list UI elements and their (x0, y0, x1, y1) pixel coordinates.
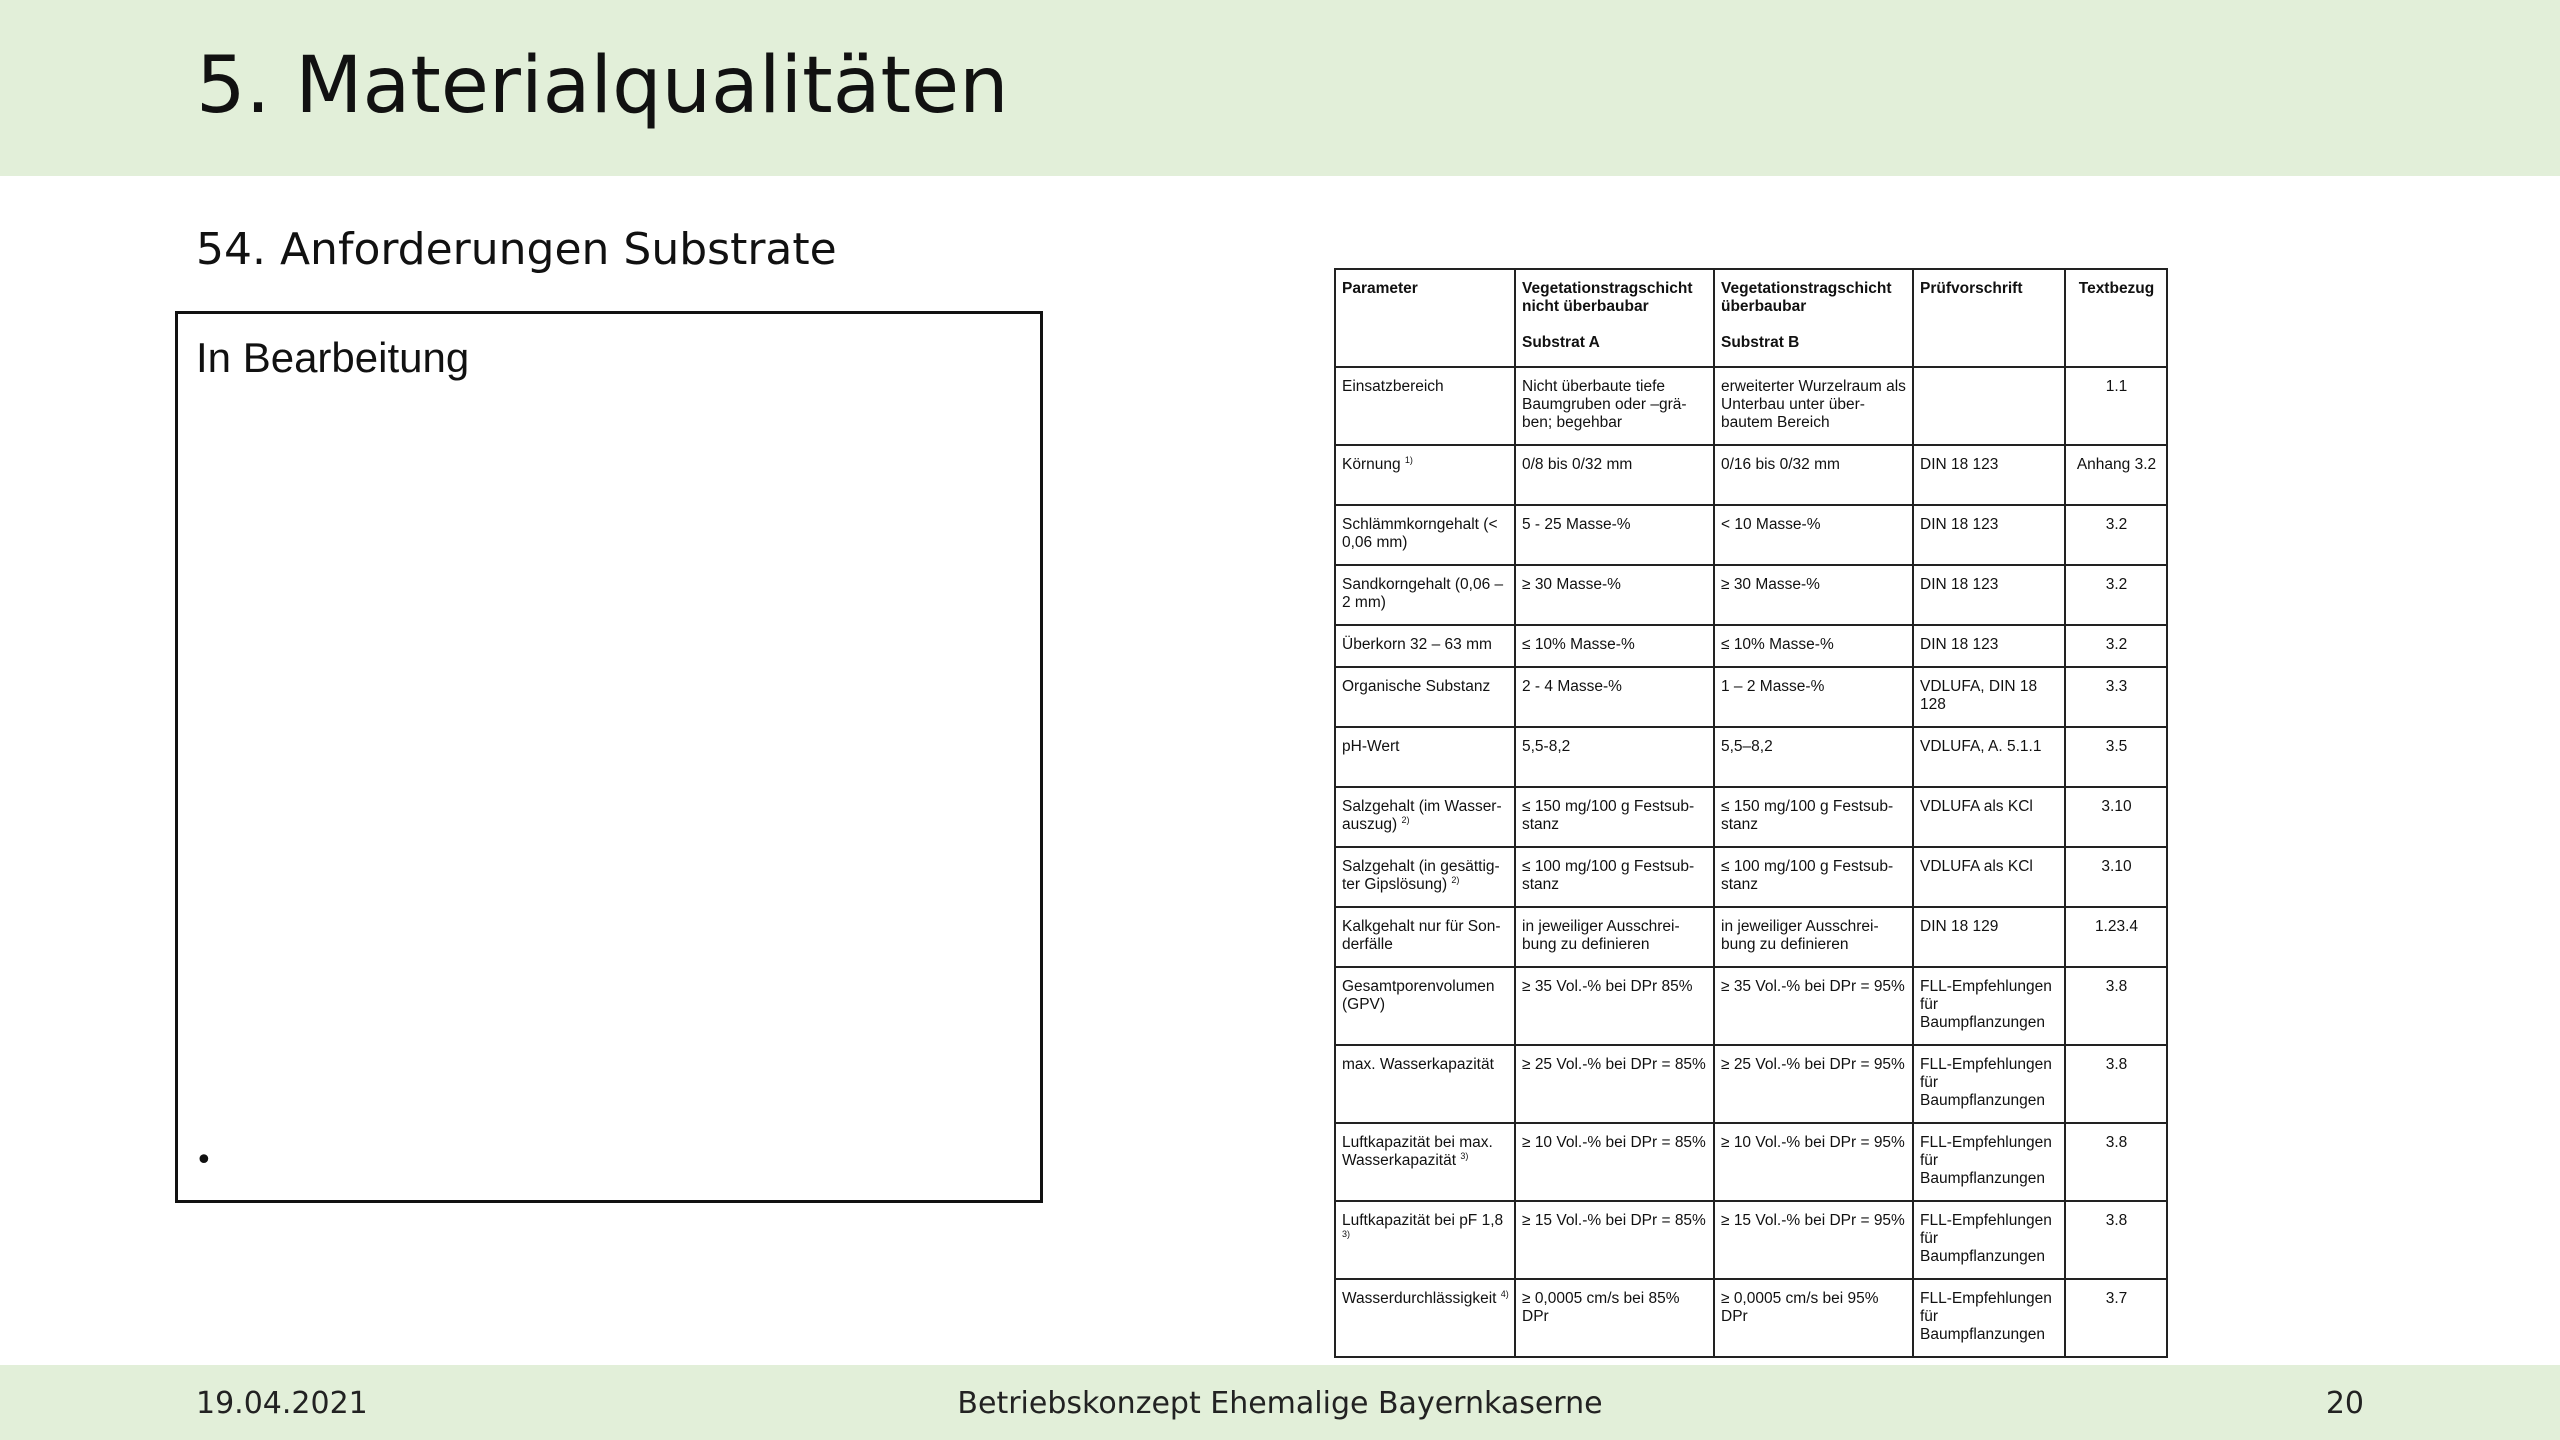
cell-parameter-text: Luftkapazität bei max. Wasserkapazität (1342, 1134, 1493, 1169)
cell-textbezug (2065, 727, 2167, 787)
cell-parameter (1335, 1201, 1515, 1279)
cell-substrate-a-text: 5,5-8,2 (1522, 738, 1571, 755)
header-a-line1: Vegetationstragschicht (1522, 280, 1693, 297)
cell-textbezug-text: 3.2 (2105, 576, 2128, 593)
cell-substrate-b (1714, 847, 1913, 907)
cell-substrate-a-text: in jeweiliger Ausschrei-bung zu definieren (1522, 918, 1680, 953)
cell-substrate-b-text: ≥ 10 Vol.-% bei DPr = 95% (1721, 1134, 1905, 1151)
cell-pruefvorschrift-text: DIN 18 123 (1920, 516, 1999, 533)
cell-pruefvorschrift (1913, 847, 2065, 907)
cell-substrate-a (1515, 907, 1714, 967)
cell-textbezug (2065, 445, 2167, 505)
cell-parameter-text: Organische Substanz (1342, 678, 1491, 695)
page-number: 20 (2325, 1386, 2364, 1421)
cell-parameter-text: Sandkorngehalt (0,06 – 2 mm) (1342, 576, 1504, 611)
cell-substrate-a (1515, 565, 1714, 625)
cell-substrate-a (1515, 967, 1714, 1045)
slide-subtitle: 54. Anforderungen Substrate (196, 224, 837, 275)
table-row (1335, 565, 2167, 625)
cell-pruefvorschrift (1913, 907, 2065, 967)
cell-textbezug (2065, 565, 2167, 625)
cell-substrate-b-text: in jeweiliger Ausschrei-bung zu definieren (1721, 918, 1879, 953)
cell-substrate-a-text: 2 - 4 Masse-% (1522, 678, 1622, 695)
cell-parameter (1335, 787, 1515, 847)
footnote-marker: 3) (1342, 1228, 1351, 1239)
cell-substrate-b (1714, 787, 1913, 847)
cell-substrate-b-text: ≥ 30 Masse-% (1721, 576, 1820, 593)
cell-textbezug (2065, 847, 2167, 907)
cell-textbezug-text: 3.8 (2105, 1134, 2128, 1151)
cell-substrate-a-text: ≥ 10 Vol.-% bei DPr = 85% (1522, 1134, 1706, 1151)
cell-substrate-b-text: < 10 Masse-% (1721, 516, 1821, 533)
cell-parameter-text: Salzgehalt (im Wasser-auszug) (1342, 798, 1502, 833)
cell-textbezug-text: Anhang 3.2 (2076, 456, 2157, 473)
cell-textbezug-text: 3.2 (2105, 516, 2128, 533)
cell-textbezug-text: 1.1 (2105, 378, 2128, 395)
cell-parameter (1335, 1045, 1515, 1123)
header-b-line1: Vegetationstragschicht (1721, 280, 1892, 297)
cell-substrate-a-text: ≥ 35 Vol.-% bei DPr 85% (1522, 978, 1693, 995)
cell-substrate-b (1714, 1201, 1913, 1279)
cell-parameter-text: Kalkgehalt nur für Son-derfälle (1342, 918, 1501, 953)
table-row (1335, 847, 2167, 907)
cell-textbezug (2065, 667, 2167, 727)
cell-substrate-a (1515, 787, 1714, 847)
cell-substrate-a-text: ≤ 150 mg/100 g Festsub-stanz (1522, 798, 1695, 833)
cell-substrate-a (1515, 1123, 1714, 1201)
cell-parameter (1335, 1279, 1515, 1357)
cell-substrate-b (1714, 445, 1913, 505)
cell-pruefvorschrift (1913, 967, 2065, 1045)
cell-substrate-a (1515, 367, 1714, 445)
cell-substrate-a-text: ≥ 30 Masse-% (1522, 576, 1621, 593)
cell-pruefvorschrift-text: DIN 18 123 (1920, 636, 1999, 653)
header-textbezug: Textbezug (2065, 269, 2167, 367)
cell-substrate-b-text: ≤ 150 mg/100 g Festsub-stanz (1721, 798, 1894, 833)
cell-substrate-b (1714, 625, 1913, 667)
table-row (1335, 787, 2167, 847)
cell-parameter-text: Wasserdurchlässigkeit (1342, 1290, 1497, 1307)
cell-substrate-a-text: ≤ 100 mg/100 g Festsub-stanz (1522, 858, 1695, 893)
cell-substrate-b (1714, 727, 1913, 787)
cell-textbezug-text: 1.23.4 (2094, 918, 2139, 935)
cell-substrate-a (1515, 1201, 1714, 1279)
cell-parameter (1335, 847, 1515, 907)
cell-pruefvorschrift-text: DIN 18 123 (1920, 576, 1999, 593)
table-row (1335, 505, 2167, 565)
cell-substrate-a-text: ≥ 15 Vol.-% bei DPr = 85% (1522, 1212, 1706, 1229)
cell-substrate-a-text: ≤ 10% Masse-% (1522, 636, 1635, 653)
cell-textbezug-text: 3.8 (2105, 1056, 2128, 1073)
footer-title: Betriebskonzept Ehemalige Bayernkaserne (957, 1386, 1603, 1421)
header-parameter: Parameter (1335, 269, 1515, 367)
cell-substrate-b-text: 5,5–8,2 (1721, 738, 1773, 755)
cell-substrate-a-text: Nicht überbaute tiefe Baumgruben oder –grä-ben; begehbar (1522, 378, 1687, 431)
cell-textbezug (2065, 907, 2167, 967)
bullet-point: • (195, 1143, 213, 1178)
cell-substrate-b-text: ≤ 10% Masse-% (1721, 636, 1834, 653)
header-substrate-b (1714, 269, 1913, 367)
cell-substrate-b-text: ≤ 100 mg/100 g Festsub-stanz (1721, 858, 1894, 893)
cell-pruefvorschrift-text: DIN 18 129 (1920, 918, 1999, 935)
cell-pruefvorschrift (1913, 727, 2065, 787)
cell-parameter (1335, 625, 1515, 667)
cell-pruefvorschrift-text: DIN 18 123 (1920, 456, 1999, 473)
cell-parameter (1335, 505, 1515, 565)
cell-pruefvorschrift (1913, 787, 2065, 847)
footnote-marker: 1) (1404, 454, 1413, 465)
textbox-text: In Bearbeitung (196, 334, 470, 381)
cell-substrate-a (1515, 1279, 1714, 1357)
cell-substrate-b-text: 0/16 bis 0/32 mm (1721, 456, 1840, 473)
cell-pruefvorschrift (1913, 565, 2065, 625)
table-row (1335, 367, 2167, 445)
slide-title: 5. Materialqualitäten (196, 41, 1009, 131)
cell-pruefvorschrift-text: FLL-Empfehlungen für Baumpflanzungen (1920, 1056, 2052, 1109)
cell-substrate-b (1714, 1123, 1913, 1201)
cell-parameter (1335, 565, 1515, 625)
cell-pruefvorschrift (1913, 1201, 2065, 1279)
content-textbox[interactable] (175, 311, 1043, 1203)
table-row (1335, 1045, 2167, 1123)
cell-pruefvorschrift (1913, 1279, 2065, 1357)
cell-parameter (1335, 907, 1515, 967)
table-row (1335, 625, 2167, 667)
cell-substrate-a-text: 0/8 bis 0/32 mm (1522, 456, 1633, 473)
cell-parameter (1335, 445, 1515, 505)
cell-parameter-text: Schlämmkorngehalt (< 0,06 mm) (1342, 516, 1498, 551)
cell-substrate-b (1714, 1045, 1913, 1123)
cell-textbezug (2065, 1201, 2167, 1279)
cell-pruefvorschrift-text: VDLUFA, A. 5.1.1 (1920, 738, 2042, 755)
cell-textbezug (2065, 625, 2167, 667)
cell-textbezug-text: 3.10 (2101, 798, 2132, 815)
cell-substrate-a (1515, 625, 1714, 667)
cell-substrate-b (1714, 967, 1913, 1045)
cell-textbezug (2065, 505, 2167, 565)
cell-parameter-text: pH-Wert (1342, 738, 1400, 755)
cell-substrate-a-text: ≥ 25 Vol.-% bei DPr = 85% (1522, 1056, 1706, 1073)
cell-substrate-a (1515, 667, 1714, 727)
cell-pruefvorschrift (1913, 367, 2065, 445)
cell-parameter (1335, 967, 1515, 1045)
cell-pruefvorschrift (1913, 505, 2065, 565)
cell-pruefvorschrift (1913, 1123, 2065, 1201)
cell-substrate-a-text: ≥ 0,0005 cm/s bei 85% DPr (1522, 1290, 1680, 1325)
footnote-marker: 3) (1460, 1150, 1469, 1161)
cell-pruefvorschrift (1913, 1045, 2065, 1123)
header-a-sub: Substrat A (1522, 334, 1600, 351)
cell-substrate-b (1714, 505, 1913, 565)
cell-pruefvorschrift (1913, 625, 2065, 667)
cell-textbezug-text: 3.2 (2105, 636, 2128, 653)
cell-pruefvorschrift-text: FLL-Empfehlungen für Baumpflanzungen (1920, 1134, 2052, 1187)
cell-textbezug-text: 3.7 (2105, 1290, 2128, 1307)
cell-substrate-b-text: ≥ 0,0005 cm/s bei 95% DPr (1721, 1290, 1879, 1325)
cell-substrate-b-text: ≥ 25 Vol.-% bei DPr = 95% (1721, 1056, 1905, 1073)
cell-substrate-b-text: erweiterter Wurzelraum als Unterbau unter über-bautem Bereich (1721, 378, 1906, 431)
cell-substrate-b-text: 1 – 2 Masse-% (1721, 678, 1825, 695)
cell-parameter-text: Überkorn 32 – 63 mm (1342, 636, 1492, 653)
table-row (1335, 445, 2167, 505)
cell-parameter-text: max. Wasserkapazität (1342, 1056, 1494, 1073)
header-substrate-a (1515, 269, 1714, 367)
header-pruefvorschrift: Prüfvorschrift (1913, 269, 2065, 367)
cell-parameter (1335, 367, 1515, 445)
cell-pruefvorschrift (1913, 667, 2065, 727)
cell-textbezug (2065, 967, 2167, 1045)
footnote-marker: 2) (1451, 874, 1460, 885)
header-b-sub: Substrat B (1721, 334, 1800, 351)
table-row (1335, 967, 2167, 1045)
footer-date: 19.04.2021 (196, 1386, 368, 1421)
cell-textbezug (2065, 1123, 2167, 1201)
cell-parameter (1335, 1123, 1515, 1201)
cell-pruefvorschrift-text: VDLUFA als KCl (1920, 858, 2033, 875)
table-row (1335, 907, 2167, 967)
cell-textbezug (2065, 787, 2167, 847)
cell-textbezug (2065, 1279, 2167, 1357)
table-row (1335, 1279, 2167, 1357)
cell-parameter-text: Gesamtporenvolumen (GPV) (1342, 978, 1495, 1013)
cell-textbezug-text: 3.3 (2105, 678, 2128, 695)
cell-parameter (1335, 667, 1515, 727)
table-row (1335, 1123, 2167, 1201)
cell-substrate-a (1515, 505, 1714, 565)
cell-pruefvorschrift-text: VDLUFA, DIN 18 128 (1920, 678, 2038, 713)
cell-substrate-b-text: ≥ 35 Vol.-% bei DPr = 95% (1721, 978, 1905, 995)
cell-parameter-text: Körnung (1342, 456, 1401, 473)
table-row (1335, 1201, 2167, 1279)
cell-substrate-b (1714, 907, 1913, 967)
cell-substrate-a (1515, 1045, 1714, 1123)
cell-pruefvorschrift-text: FLL-Empfehlungen für Baumpflanzungen (1920, 978, 2052, 1031)
cell-substrate-b (1714, 565, 1913, 625)
cell-substrate-b (1714, 1279, 1913, 1357)
cell-textbezug-text: 3.5 (2105, 738, 2128, 755)
cell-textbezug-text: 3.8 (2105, 978, 2128, 995)
cell-substrate-b (1714, 367, 1913, 445)
cell-pruefvorschrift (1913, 445, 2065, 505)
cell-substrate-a (1515, 847, 1714, 907)
cell-substrate-a-text: 5 - 25 Masse-% (1522, 516, 1631, 533)
cell-parameter-text: Salzgehalt (in gesättig-ter Gipslösung) (1342, 858, 1500, 893)
table-row (1335, 727, 2167, 787)
cell-parameter-text: Luftkapazität bei pF 1,8 (1342, 1212, 1504, 1229)
table-header-row (1335, 269, 2167, 367)
cell-parameter (1335, 727, 1515, 787)
cell-substrate-a (1515, 445, 1714, 505)
cell-textbezug (2065, 367, 2167, 445)
cell-substrate-b-text: ≥ 15 Vol.-% bei DPr = 95% (1721, 1212, 1905, 1229)
cell-pruefvorschrift-text: FLL-Empfehlungen für Baumpflanzungen (1920, 1212, 2052, 1265)
table-row (1335, 667, 2167, 727)
cell-pruefvorschrift-text: VDLUFA als KCl (1920, 798, 2033, 815)
cell-textbezug (2065, 1045, 2167, 1123)
cell-substrate-a (1515, 727, 1714, 787)
cell-textbezug-text: 3.10 (2101, 858, 2132, 875)
header-b-line2: überbaubar (1721, 298, 1807, 315)
cell-pruefvorschrift-text: FLL-Empfehlungen für Baumpflanzungen (1920, 1290, 2052, 1343)
header-a-line2: nicht überbaubar (1522, 298, 1649, 315)
cell-parameter-text: Einsatzbereich (1342, 378, 1444, 395)
cell-textbezug-text: 3.8 (2105, 1212, 2128, 1229)
cell-substrate-b (1714, 667, 1913, 727)
footnote-marker: 2) (1401, 814, 1410, 825)
footnote-marker: 4) (1500, 1288, 1509, 1299)
substrate-requirements-table (1334, 268, 2168, 1358)
